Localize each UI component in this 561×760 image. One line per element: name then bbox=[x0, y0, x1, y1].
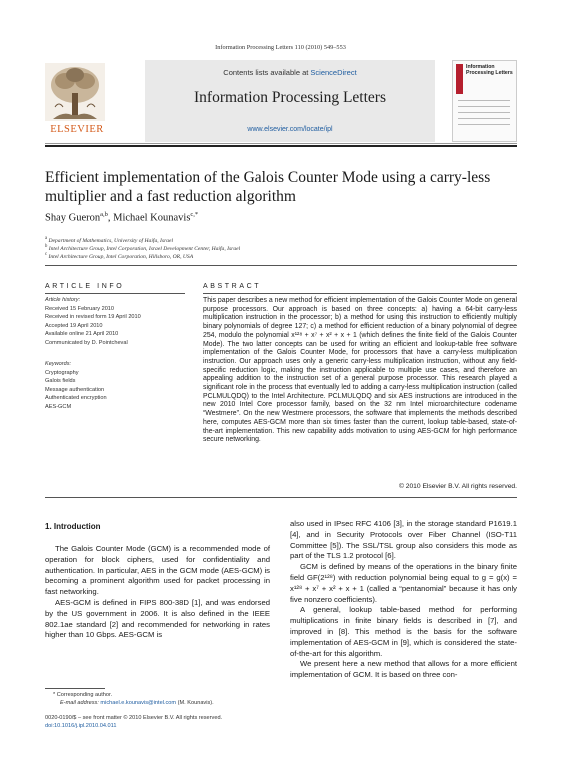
header-rule-thin bbox=[45, 143, 517, 144]
body-column-left bbox=[45, 544, 270, 641]
history-item: Communicated by D. Pointcheval bbox=[45, 339, 128, 346]
doi-link[interactable]: doi:10.1016/j.ipl.2010.04.011 bbox=[45, 723, 117, 729]
author-name: Shay Gueron bbox=[45, 212, 101, 224]
cover-line bbox=[458, 112, 510, 113]
corresponding-author-note bbox=[53, 691, 112, 699]
paragraph: The Galois Counter Mode (GCM) is a recommended mode of operation for block ciphers, used for confidentiality and authentication. In particular, AES in the GCM mode (AES-GCM) is becoming a prominent algorithm used for packet processing in fast networking. bbox=[45, 544, 270, 597]
history-label: Article history: bbox=[45, 297, 81, 303]
author-affiliation-marker[interactable]: a,b bbox=[100, 211, 108, 218]
sciencedirect-link[interactable]: ScienceDirect bbox=[310, 68, 357, 77]
cover-line bbox=[458, 124, 510, 125]
article-title: Efficient implementation of the Galois Counter Mode using a carry-less multiplier and a fast reduction algorithm bbox=[45, 169, 491, 205]
paragraph: GCM is defined by means of the operations in the binary finite field GF(2¹²⁸) with reduction polynomial being equal to g = g(x) = x¹²⁸ + x⁷ + x² + x + 1 (called a “pentanomial” because it has only five nonzero coefficients). bbox=[290, 562, 517, 604]
abstract-rule bbox=[203, 293, 517, 294]
abstract-bottom-rule bbox=[45, 497, 517, 498]
abstract-heading: ABSTRACT bbox=[203, 283, 262, 290]
body-column-right bbox=[290, 519, 517, 681]
keyword: AES-GCM bbox=[45, 403, 72, 410]
footnote-label: Corresponding author. bbox=[56, 692, 113, 698]
header-rule-thick bbox=[45, 145, 517, 147]
affiliation-rule bbox=[45, 265, 517, 266]
journal-url[interactable]: www.elsevier.com/locate/ipl bbox=[247, 126, 333, 133]
email-link[interactable]: michael.e.kounavis@intel.com bbox=[100, 700, 177, 706]
keyword: Galois fields bbox=[45, 378, 76, 385]
cover-line bbox=[458, 118, 510, 119]
paragraph: A general, lookup table-based method for performing multiplications in finite binary fields is described in [7], and improved in [8]. This method is the basis for the software implementation of AES-GCM in [9], which is considered the state-of-the-art for this algorithm. bbox=[290, 605, 517, 658]
affiliation: $^a$ Department of Mathematics, University of Haifa, Israel bbox=[45, 236, 174, 244]
history-item: Received in revised form 19 April 2010 bbox=[45, 314, 141, 321]
author-line: Shay Gueron$^{a,b}$, Michael Kounavis$^{c,*}$ bbox=[45, 211, 199, 224]
keyword: Message authentication bbox=[45, 386, 105, 393]
affiliation: $^c$ Intel Architecture Group, Intel Corporation, Hillsboro, OR, USA bbox=[45, 252, 194, 260]
author-name: Michael Kounavis bbox=[113, 212, 191, 224]
cover-title: Information Processing Letters bbox=[466, 64, 513, 76]
email-label: E-mail address: bbox=[60, 700, 99, 706]
abstract-copyright: © 2010 Elsevier B.V. All rights reserved. bbox=[398, 483, 517, 490]
cover-line bbox=[458, 106, 510, 107]
issn-line: 0020-0190/$ – see front matter © 2010 Elsevier B.V. All rights reserved. bbox=[45, 715, 223, 721]
cover-accent-band bbox=[456, 64, 463, 94]
footnote-rule bbox=[45, 688, 105, 689]
email-line bbox=[60, 699, 214, 707]
history-item: Received 15 February 2010 bbox=[45, 305, 115, 312]
section-heading-introduction: 1. Introduction bbox=[45, 522, 101, 531]
email-suffix: (M. Kounavis). bbox=[177, 700, 214, 706]
paragraph: We present here a new method that allows for a more efficient implementation of GCM. It is based on three con- bbox=[290, 659, 517, 680]
affiliation: $^b$ Intel Architecture Group, Intel Corporation, Israel Development Center, Haifa, Israel bbox=[45, 244, 241, 252]
paragraph: AES-GCM is defined in FIPS 800-38D [1], and was endorsed by the US government in 2006. It is also defined in the IEEE 802.1ae standard [2] and recommended for networking in rates higher than 10 Gbps. AES-GCM is bbox=[45, 597, 270, 640]
keyword: Cryptography bbox=[45, 369, 79, 376]
author-affiliation-marker[interactable]: c,* bbox=[190, 211, 199, 218]
cover-line bbox=[458, 100, 510, 101]
footnote-marker: * bbox=[53, 692, 56, 698]
abstract-text: This paper describes a new method for efficient implementation of the Galois Counter Mode on general purpose processors. Our approach is based on three concepts: a) having a 64-bit carry-less multiplication instruction in the processor; b) a method for using this instruction to efficiently multiply binary polynomials of degree 127; c) a method for efficient reduction of a binary polynomial of degree 254, modulo the polynomial x¹²⁸ + x⁷ + x² + x + 1 (which defines the finite field of the Galois Counter Mode). The two latter concepts can be used for writing an efficient and lookup-table free software implementation of the Galois Counter Mode, for processors that have a carry-less multiplication instruction. Our approach uses only a generic carry-less multiplication instruction, without any field-specific reduction logic, making the instruction applicable to multiple use cases, and therefore an appealing addition to the instruction set of a general purpose processor. This research played a significant role in the process that eventually led to adding a carry-less multiplication instruction (called PCLMULQDQ) to the Intel Architecture. PCLMULQDQ and six AES instructions are introduced in the new 2010 Intel Core processor family, based on the 32 nm Intel microarchitecture codename “Westmere”. On the new Westmere processors, the software that implements the methods described here, computes AES-GCM more than six times faster than the current, lookup table-based, state-of-the-art implementation. This new capability adds motivation to using AES-GCM for high performance secure networking. bbox=[203, 297, 517, 444]
keywords-block bbox=[45, 360, 107, 412]
article-info-heading: ARTICLE INFO bbox=[45, 283, 125, 290]
article-info-rule bbox=[45, 293, 185, 294]
keyword: Authenticated encryption bbox=[45, 395, 107, 402]
article-history bbox=[45, 296, 141, 348]
history-item: Available online 21 April 2010 bbox=[45, 331, 119, 338]
contents-prefix: Contents lists available at bbox=[223, 68, 311, 77]
publisher-logo-text: ELSEVIER bbox=[50, 124, 104, 135]
paragraph: also used in IPsec RFC 4106 [3], in the storage standard P1619.1 [4], and in Security Protocols over Fiber Channel (ISO-T11 Committee [5]). The SSL/TSL group also considers this mode as part of the TLS 1.2 protocol [6]. bbox=[290, 519, 517, 561]
history-item: Accepted 19 April 2010 bbox=[45, 322, 103, 329]
journal-reference: Information Processing Letters 110 (2010) 549–553 bbox=[215, 44, 346, 51]
journal-title: Information Processing Letters bbox=[194, 89, 386, 106]
contents-line bbox=[145, 68, 435, 77]
keywords-label: Keywords: bbox=[45, 361, 72, 367]
